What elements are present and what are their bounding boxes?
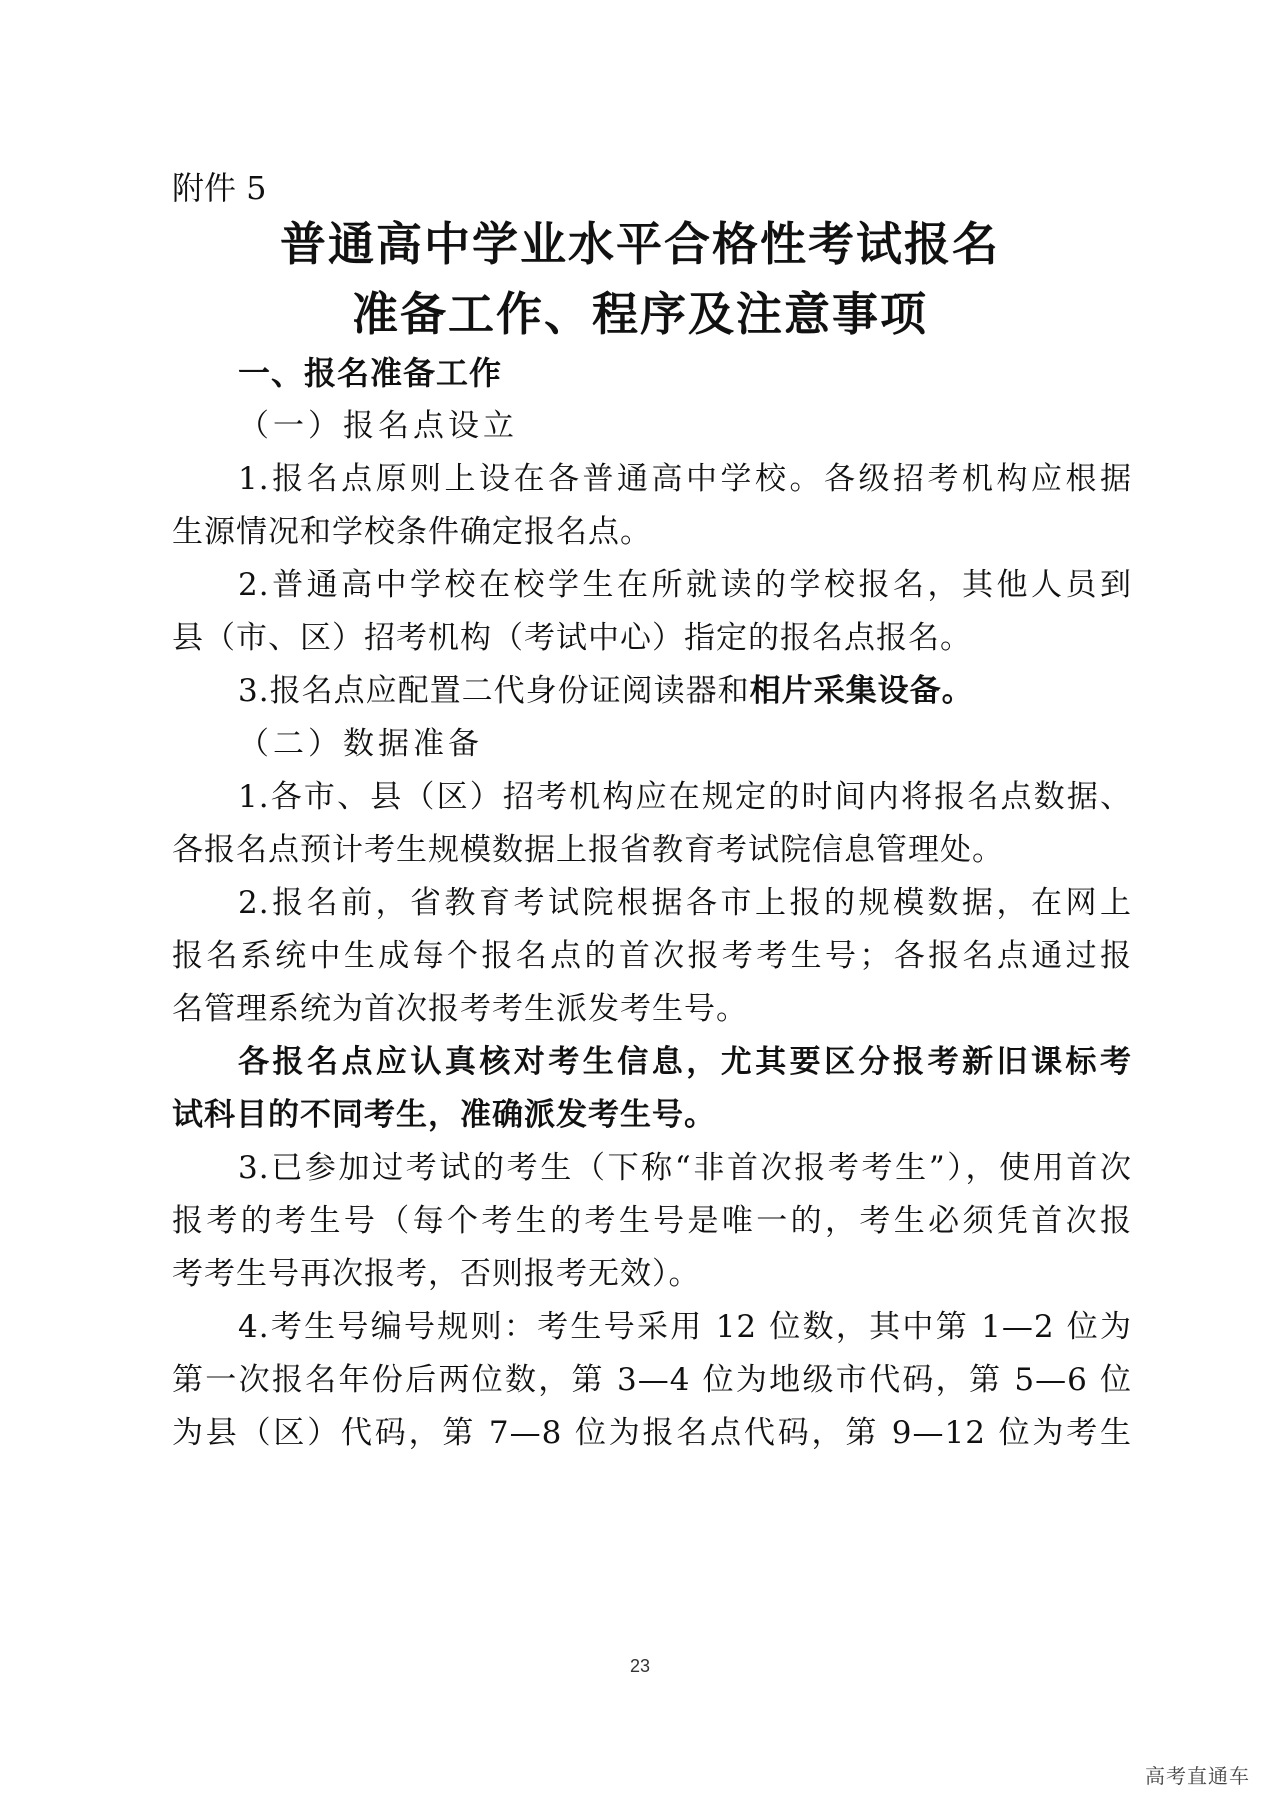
paragraph-line: 1.报名点原则上设在各普通高中学校。各级招考机构应根据 xyxy=(238,461,1132,497)
subsection-heading: （一）报名点设立 xyxy=(238,408,518,444)
document-title-line-2: 准备工作、程序及注意事项 xyxy=(352,287,928,341)
watermark: 高考直通车 xyxy=(1145,1764,1250,1788)
paragraph-line: 2.普通高中学校在校学生在所就读的学校报名，其他人员到 xyxy=(238,567,1132,603)
attachment-label: 附件 5 xyxy=(172,169,267,207)
paragraph-line: 报考的考生号（每个考生的考生号是唯一的，考生必须凭首次报 xyxy=(172,1203,1132,1239)
paragraph-line: 考考生号再次报考，否则报考无效）。 xyxy=(172,1256,701,1292)
subsection-heading: （二）数据准备 xyxy=(238,726,483,762)
paragraph-line: 2.报名前，省教育考试院根据各市上报的规模数据，在网上 xyxy=(238,885,1132,921)
document-title-line-1: 普通高中学业水平合格性考试报名 xyxy=(280,217,1000,271)
paragraph-line: 生源情况和学校条件确定报名点。 xyxy=(172,514,652,550)
paragraph-line xyxy=(238,668,1132,714)
section-heading: 一、报名准备工作 xyxy=(238,354,503,392)
paragraph-text: 3.报名点应配置二代身份证阅读器和 xyxy=(238,673,750,709)
paragraph-line: 3.已参加过考试的考生（下称“非首次报考考生”），使用首次 xyxy=(238,1150,1132,1186)
bold-phrase: 相片采集设备。 xyxy=(749,673,974,709)
paragraph-line: 报名系统中生成每个报名点的首次报考考生号；各报名点通过报 xyxy=(172,938,1132,974)
emphasis-line: 试科目的不同考生，准确派发考生号。 xyxy=(172,1097,716,1133)
paragraph-line: 县（市、区）招考机构（考试中心）指定的报名点报名。 xyxy=(172,620,972,656)
paragraph-line: 为县（区）代码，第 7—8 位为报名点代码，第 9—12 位为考生 xyxy=(172,1415,1132,1451)
paragraph-line: 第一次报名年份后两位数，第 3—4 位为地级市代码，第 5—6 位 xyxy=(172,1362,1132,1398)
page-number: 23 xyxy=(629,1656,651,1676)
paragraph-line: 1.各市、县（区）招考机构应在规定的时间内将报名点数据、 xyxy=(238,779,1132,815)
paragraph-line: 名管理系统为首次报考考生派发考生号。 xyxy=(172,991,748,1027)
emphasis-line: 各报名点应认真核对考生信息，尤其要区分报考新旧课标考 xyxy=(238,1044,1132,1080)
paragraph-line: 4.考生号编号规则：考生号采用 12 位数，其中第 1—2 位为 xyxy=(238,1309,1132,1345)
paragraph-line: 各报名点预计考生规模数据上报省教育考试院信息管理处。 xyxy=(172,832,1004,868)
